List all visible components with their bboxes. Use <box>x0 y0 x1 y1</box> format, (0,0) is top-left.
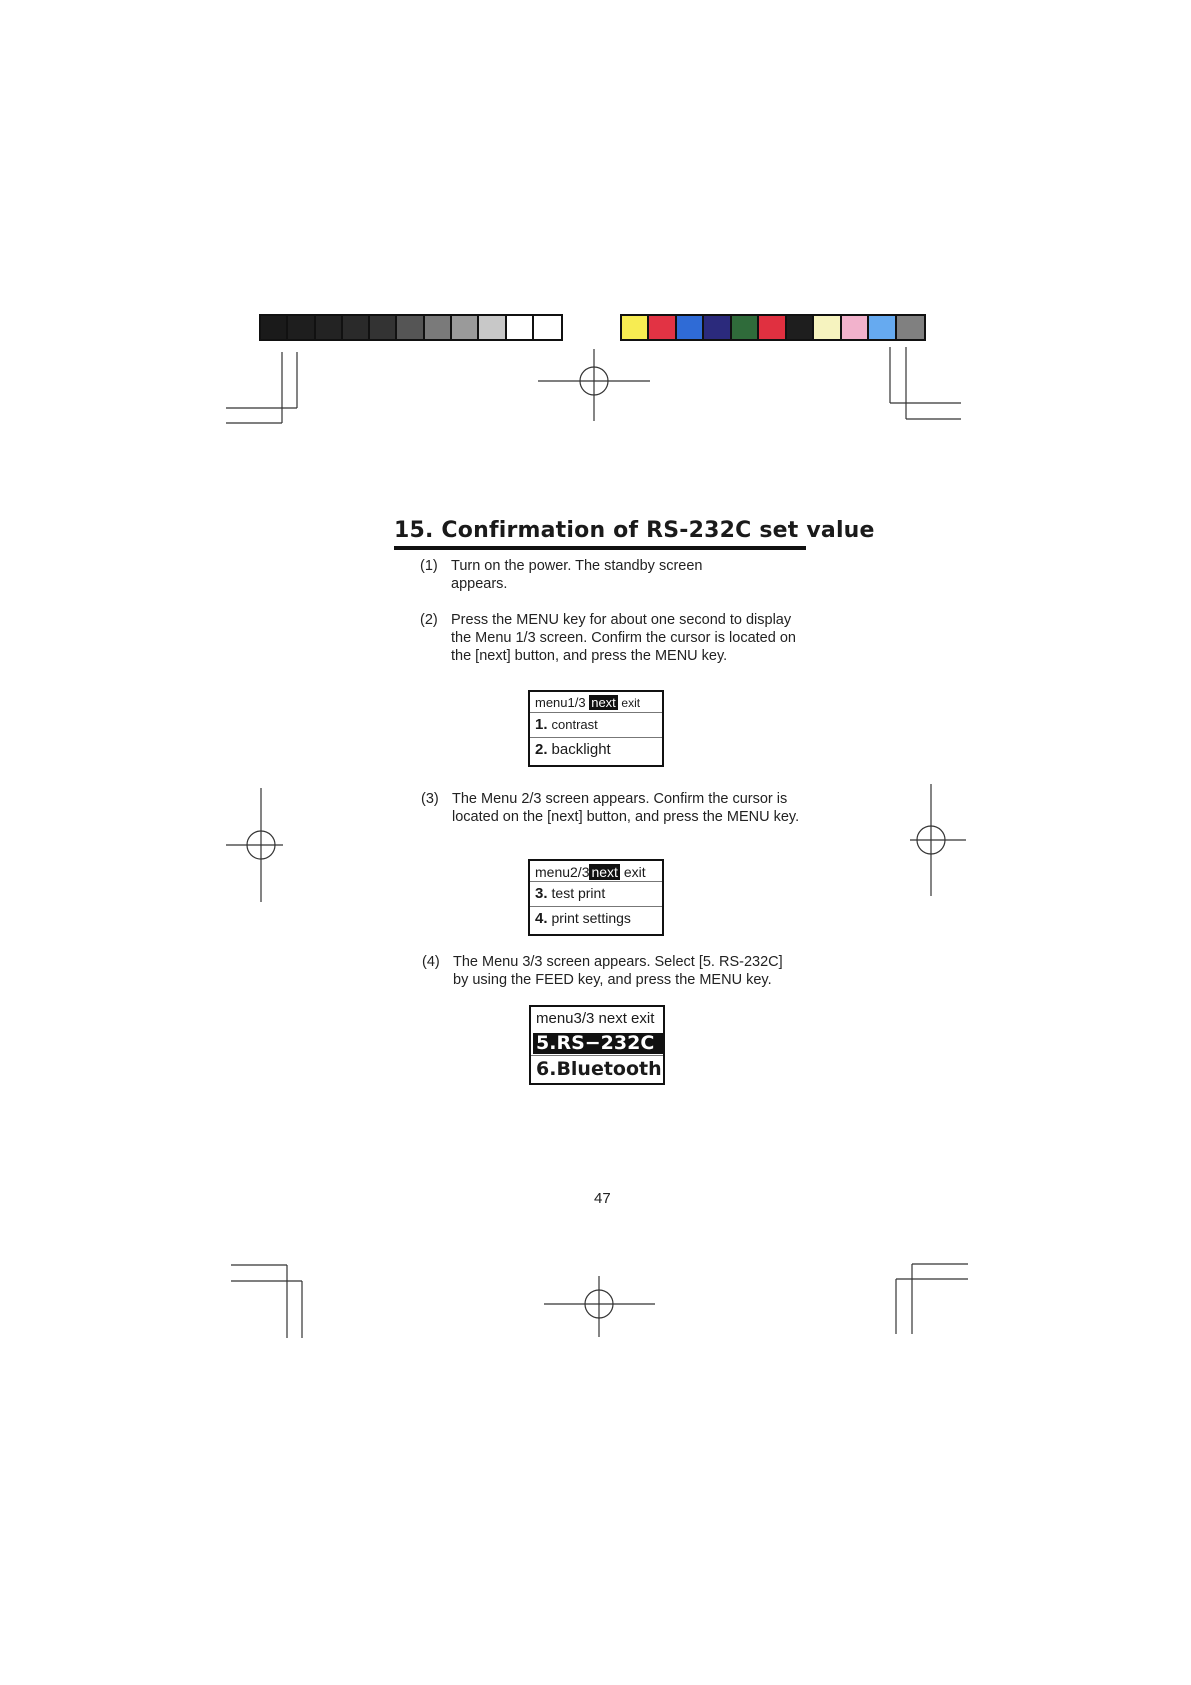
registration-target-left <box>226 788 283 902</box>
color-swatch <box>425 316 452 339</box>
color-swatch <box>452 316 479 339</box>
lcd-selected-item: 5.RS−232C <box>533 1033 663 1054</box>
lcd-header <box>535 695 659 710</box>
color-calibration-bar <box>620 314 926 341</box>
lcd-menu-item <box>535 885 659 902</box>
lcd-menu-item <box>535 910 659 927</box>
lcd-item-number: 2. <box>535 741 548 758</box>
step-number: (3) <box>421 791 439 807</box>
lcd-menu-item <box>535 741 659 758</box>
lcd-screen-menu-3 <box>529 1005 665 1085</box>
color-swatch <box>622 316 649 339</box>
registration-target-right <box>910 784 966 896</box>
registration-target-top <box>538 349 650 421</box>
registration-target-bottom <box>544 1276 655 1337</box>
color-swatch <box>759 316 786 339</box>
color-swatch <box>316 316 343 339</box>
step-number: (4) <box>422 954 440 970</box>
step-text: The Menu 2/3 screen appears. Confirm the cursor is located on the [next] button, and press the MENU key. <box>452 791 800 825</box>
color-swatch <box>814 316 841 339</box>
color-swatch <box>649 316 676 339</box>
color-swatch <box>261 316 288 339</box>
lcd-next-button: next <box>591 695 616 710</box>
lcd-header: menu3/3 next exit <box>536 1010 655 1027</box>
lcd-menu-item: 6.Bluetooth <box>536 1058 662 1080</box>
lcd-item-label: backlight <box>551 741 611 758</box>
color-swatch <box>507 316 534 339</box>
step-text: The Menu 3/3 screen appears. Select [5. RS-232C] by using the FEED key, and press the MENU key. <box>453 954 783 988</box>
lcd-item-number: 3. <box>535 885 548 902</box>
color-swatch <box>897 316 924 339</box>
lcd-next-button: next <box>591 864 618 880</box>
lcd-menu-item <box>535 716 659 733</box>
color-swatch <box>787 316 814 339</box>
lcd-item-label: test print <box>551 885 606 901</box>
color-swatch <box>732 316 759 339</box>
lcd-screen-menu-1 <box>528 690 664 767</box>
lcd-exit-button: exit <box>621 696 641 710</box>
color-swatch <box>869 316 896 339</box>
color-swatch <box>397 316 424 339</box>
color-swatch <box>704 316 731 339</box>
section-title: 15. Confirmation of RS-232C set value <box>394 518 806 550</box>
lcd-exit-button: exit <box>623 864 646 880</box>
step-number: (1) <box>420 558 438 574</box>
lcd-item-number: 4. <box>535 910 548 927</box>
grayscale-calibration-bar <box>259 314 563 341</box>
color-swatch <box>370 316 397 339</box>
lcd-item-label: print settings <box>551 910 631 926</box>
lcd-page-indicator: menu2/3 <box>535 864 590 880</box>
lcd-header <box>535 864 659 880</box>
color-swatch <box>479 316 506 339</box>
lcd-screen-menu-2 <box>528 859 664 936</box>
color-swatch <box>677 316 704 339</box>
lcd-item-label: contrast <box>551 717 598 732</box>
step-text: Press the MENU key for about one second to display the Menu 1/3 screen. Confirm the cursor is located on the [next] button, and press the MENU key. <box>451 612 796 664</box>
color-swatch <box>288 316 315 339</box>
lcd-page-indicator: menu1/3 <box>535 695 586 710</box>
step-text: Turn on the power. The standby screen appears. <box>451 558 703 592</box>
step-number: (2) <box>420 612 438 628</box>
color-swatch <box>534 316 561 339</box>
color-swatch <box>343 316 370 339</box>
lcd-item-number: 1. <box>535 716 548 733</box>
color-swatch <box>842 316 869 339</box>
page-number: 47 <box>594 1190 611 1207</box>
